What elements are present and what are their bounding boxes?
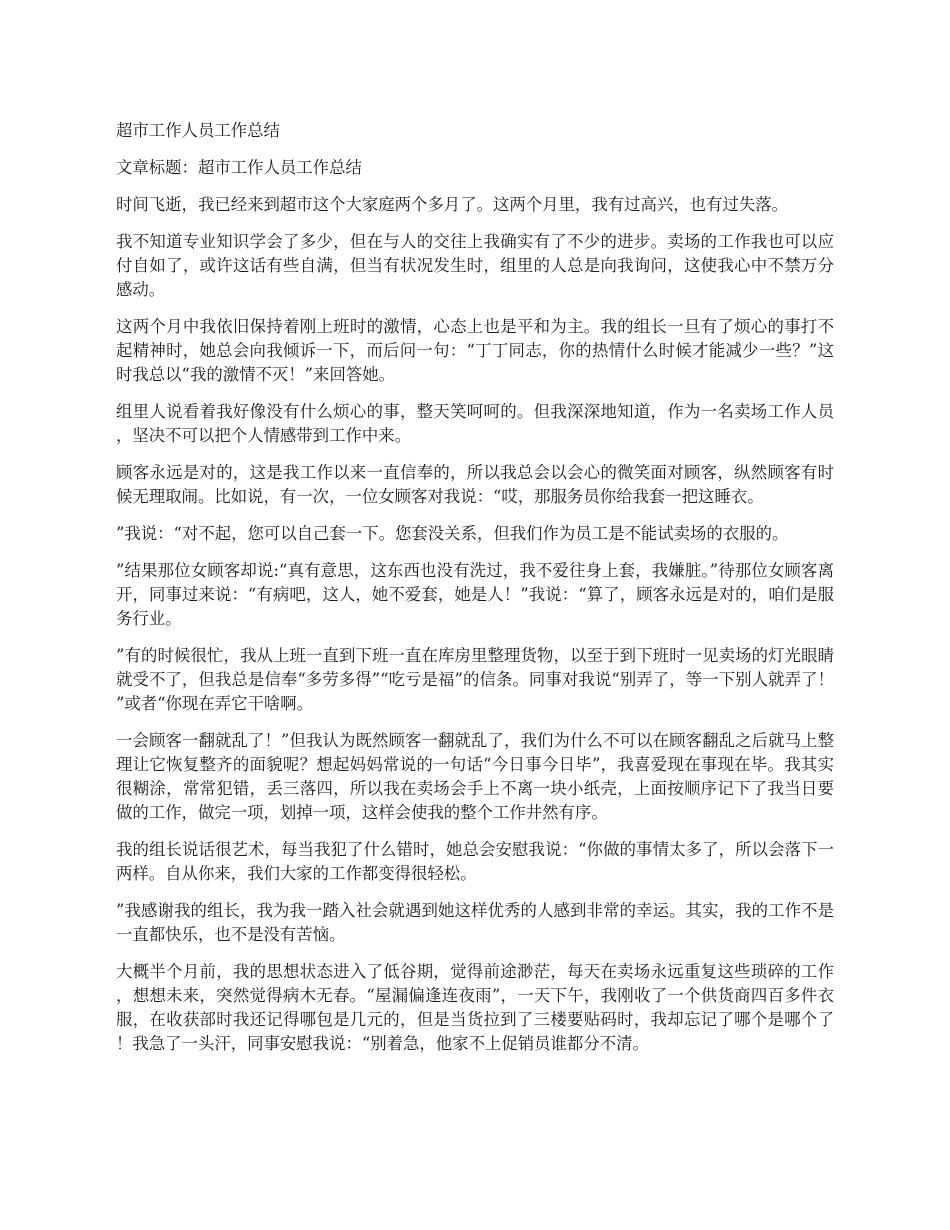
paragraph: 组里人说看着我好像没有什么烦心的事，整天笑呵呵的。但我深深地知道，作为一名卖场工作人员，坚决不可以把个人情感带到工作中来。 xyxy=(116,402,834,445)
document-page xyxy=(116,119,834,1069)
paragraph: 一会顾客一翻就乱了！”但我认为既然顾客一翻就乱了，我们为什么不可以在顾客翻乱之后就马上整理让它恢复整齐的面貌呢？想起妈妈常说的一句话“今日事今日毕”，我喜爱现在事现在毕。我其实很糊涂，常常犯错，丢三落四，所以我在卖场会手上不离一块小纸壳，上面按顺序记下了我当日要做的工作，做完一项，划掉一项，这样会使我的整个工作井然有序。 xyxy=(116,731,834,822)
paragraph: 时间飞逝，我已经来到超市这个大家庭两个多月了。这两个月里，我有过高兴，也有过失落。 xyxy=(116,195,789,214)
paragraph: ”有的时候很忙，我从上班一直到下班一直在库房里整理货物，以至于到下班时一见卖场的灯光眼睛就受不了，但我总是信奉“多劳多得”“吃亏是福”的信条。同事对我说“别弄了，等一下别人就弄了！”或者“你现在弄它干啥啊。 xyxy=(116,646,834,713)
paragraph: 我不知道专业知识学会了多少，但在与人的交往上我确实有了不少的进步。卖场的工作我也可以应付自如了，或许这话有些自满，但当有状况发生时，组里的人总是向我询问，这使我心中不禁万分感动。 xyxy=(116,232,834,299)
paragraph: 这两个月中我依旧保持着刚上班时的激情，心态上也是平和为主。我的组长一旦有了烦心的事打不起精神时，她总会向我倾诉一下，而后问一句：“丁丁同志，你的热情什么时候才能减少一些？”这时我总以“我的激情不灭！”来回答她。 xyxy=(116,317,834,384)
article-subtitle: 文章标题：超市工作人员工作总结 xyxy=(116,158,362,177)
paragraph: ”我说：“对不起，您可以自己套一下。您套没关系，但我们作为员工是不能试卖场的衣服的。 xyxy=(116,524,789,543)
document-title: 超市工作人员工作总结 xyxy=(116,121,280,140)
paragraph: ”结果那位女顾客却说:“真有意思，这东西也没有洗过，我不爱往身上套，我嫌脏。”待那位女顾客离开，同事过来说：“有病吧，这人，她不爱套，她是人！”我说：“算了，顾客永远是对的，咱们是服务行业。 xyxy=(116,561,834,628)
paragraph: 顾客永远是对的，这是我工作以来一直信奉的，所以我总会以会心的微笑面对顾客，纵然顾客有时候无理取闹。比如说，有一次，一位女顾客对我说：“哎，那服务员你给我套一把这睡衣。 xyxy=(116,463,834,506)
paragraph: ”我感谢我的组长，我为我一踏入社会就遇到她这样优秀的人感到非常的幸运。其实，我的工作不是一直都快乐，也不是没有苦恼。 xyxy=(116,901,834,944)
paragraph: 大概半个月前，我的思想状态进入了低谷期，觉得前途渺茫，每天在卖场永远重复这些琐碎的工作，想想未来，突然觉得病木无春。“屋漏偏逢连夜雨”，一天下午，我刚收了一个供货商四百多件衣服，在收获部时我还记得哪包是几元的，但是当货拉到了三楼要贴码时，我却忘记了哪个是哪个了！我急了一头汗，同事安慰我说：“别着急，他家不上促销员谁都分不清。 xyxy=(116,962,834,1053)
paragraph: 我的组长说话很艺术，每当我犯了什么错时，她总会安慰我说：“你做的事情太多了，所以会落下一两样。自从你来，我们大家的工作都变得很轻松。 xyxy=(116,840,834,883)
